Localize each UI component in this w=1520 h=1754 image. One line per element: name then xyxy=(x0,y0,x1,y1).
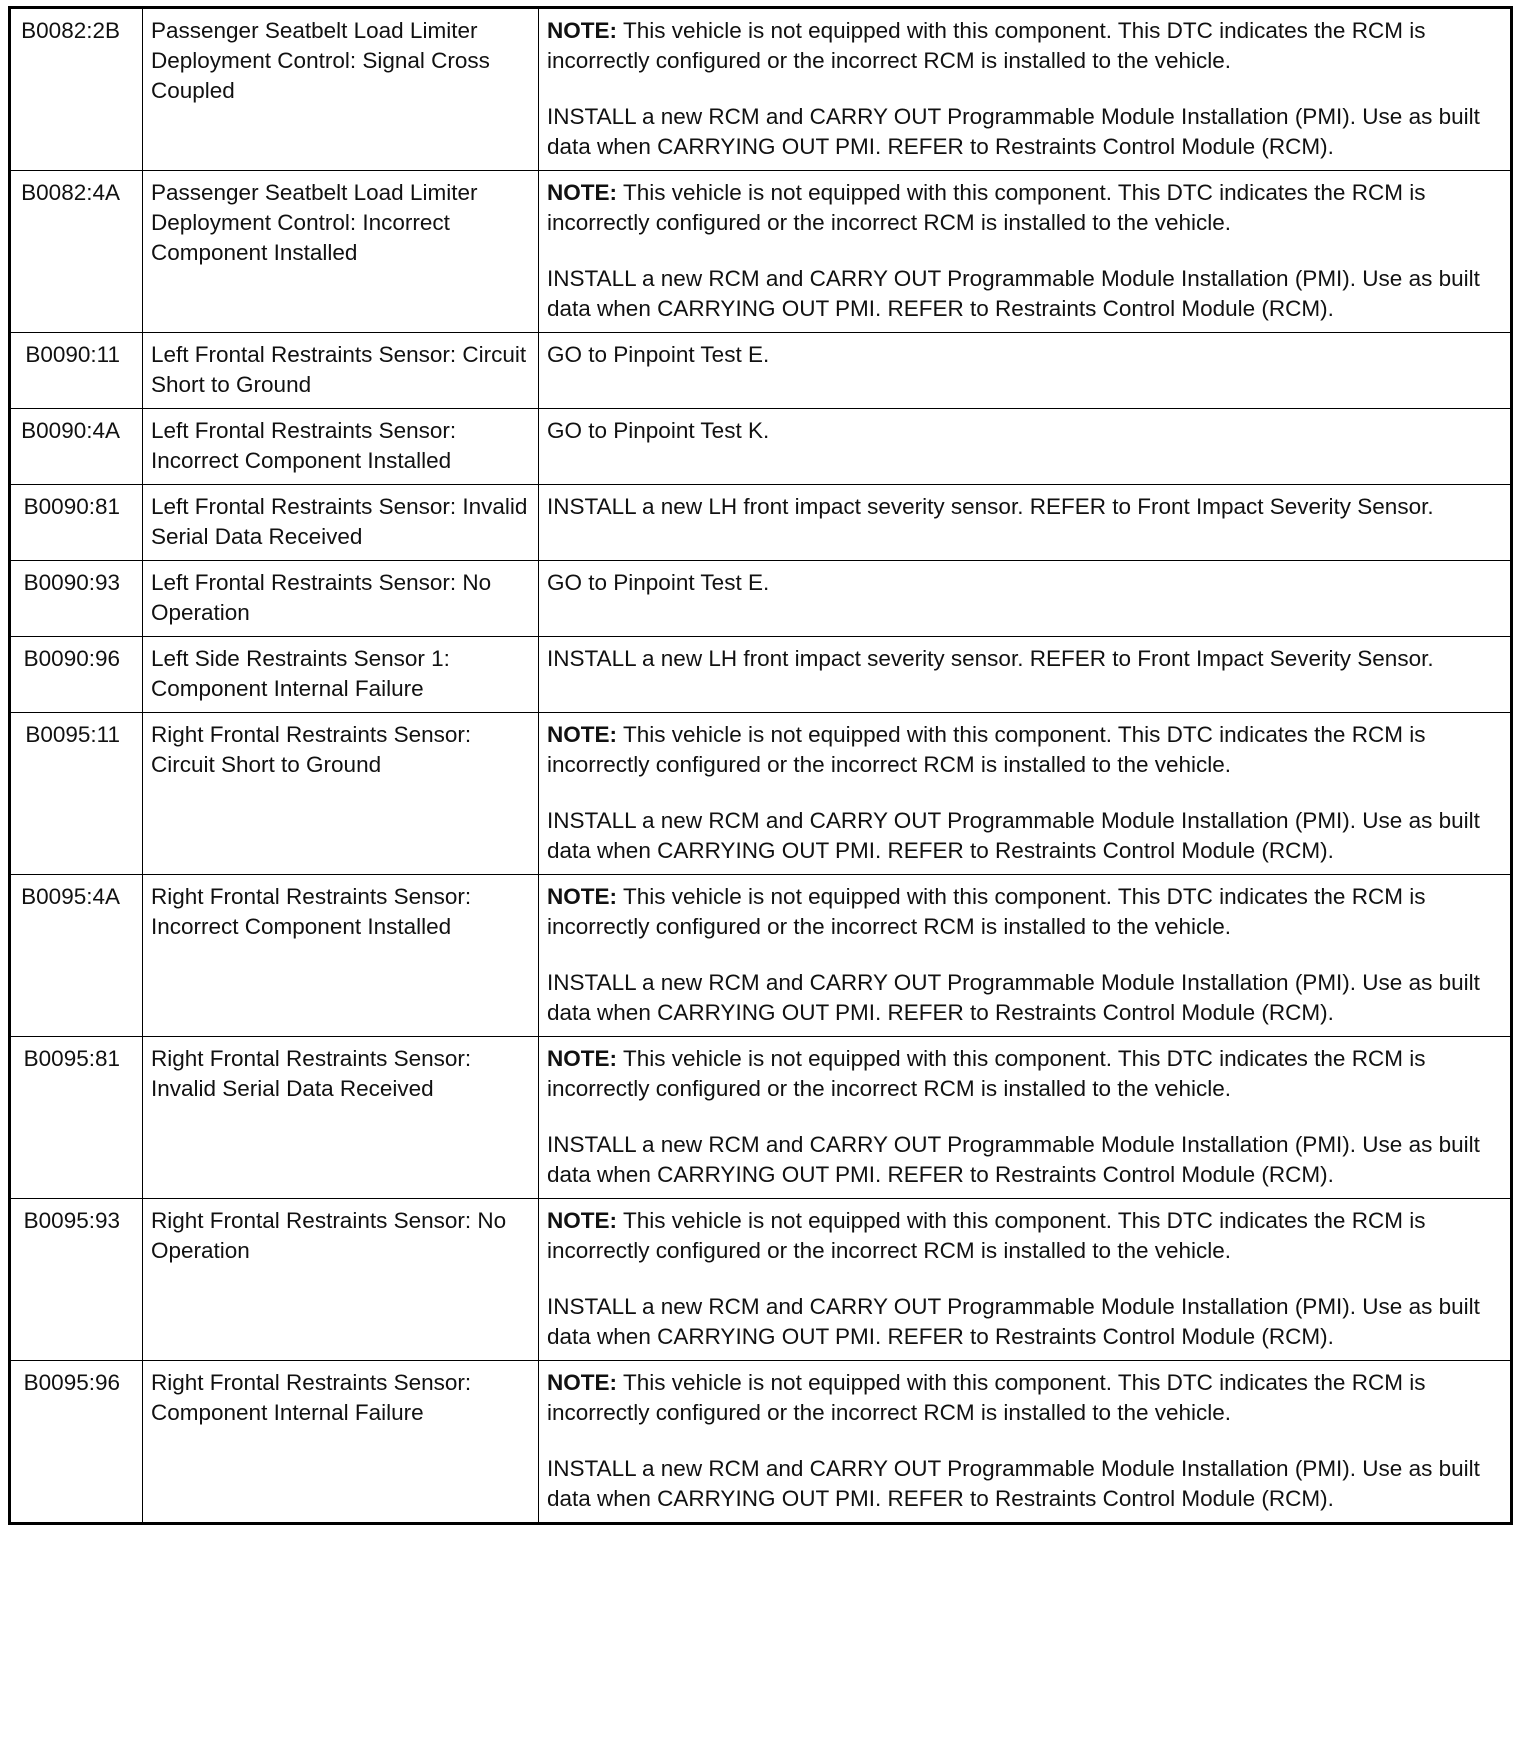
note-label: NOTE: xyxy=(547,180,617,205)
note-label: NOTE: xyxy=(547,1370,617,1395)
note-text: This vehicle is not equipped with this component. This DTC indicates the RCM is incorrectly configured or the incorrect RCM is installed to the vehicle. xyxy=(547,722,1426,777)
action-text: INSTALL a new RCM and CARRY OUT Programmable Module Installation (PMI). Use as built data when CARRYING OUT PMI. REFER to Restraints Control Module (RCM). xyxy=(547,970,1480,1025)
dtc-description: Passenger Seatbelt Load Limiter Deployment Control: Incorrect Component Installed xyxy=(143,171,539,333)
dtc-code: B0095:11 xyxy=(10,713,143,875)
table-row xyxy=(10,409,1512,485)
dtc-description: Left Side Restraints Sensor 1: Component Internal Failure xyxy=(143,637,539,713)
dtc-description: Right Frontal Restraints Sensor: No Operation xyxy=(143,1199,539,1361)
table-row xyxy=(10,8,1512,171)
dtc-code: B0090:11 xyxy=(10,333,143,409)
note-label: NOTE: xyxy=(547,1208,617,1233)
dtc-table xyxy=(8,6,1513,1525)
note-label: NOTE: xyxy=(547,1046,617,1071)
dtc-code: B0090:81 xyxy=(10,485,143,561)
dtc-action-cell xyxy=(539,875,1512,1037)
table-row xyxy=(10,1199,1512,1361)
dtc-description: Left Frontal Restraints Sensor: Invalid Serial Data Received xyxy=(143,485,539,561)
table-row xyxy=(10,713,1512,875)
table-row xyxy=(10,171,1512,333)
note-text: This vehicle is not equipped with this component. This DTC indicates the RCM is incorrectly configured or the incorrect RCM is installed to the vehicle. xyxy=(547,1208,1426,1263)
table-row xyxy=(10,561,1512,637)
note-text: This vehicle is not equipped with this component. This DTC indicates the RCM is incorrectly configured or the incorrect RCM is installed to the vehicle. xyxy=(547,1046,1426,1101)
dtc-description: Passenger Seatbelt Load Limiter Deployment Control: Signal Cross Coupled xyxy=(143,8,539,171)
action-text: INSTALL a new LH front impact severity sensor. REFER to Front Impact Severity Sensor. xyxy=(547,494,1434,519)
action-text: INSTALL a new RCM and CARRY OUT Programmable Module Installation (PMI). Use as built data when CARRYING OUT PMI. REFER to Restraints Control Module (RCM). xyxy=(547,1456,1480,1511)
dtc-code: B0095:96 xyxy=(10,1361,143,1524)
dtc-code: B0095:81 xyxy=(10,1037,143,1199)
table-row xyxy=(10,1361,1512,1524)
dtc-action-cell xyxy=(539,333,1512,409)
action-text: GO to Pinpoint Test E. xyxy=(547,342,770,367)
dtc-code: B0082:2B xyxy=(10,8,143,171)
note-paragraph xyxy=(547,882,1502,942)
dtc-action-cell xyxy=(539,485,1512,561)
dtc-description: Left Frontal Restraints Sensor: No Operation xyxy=(143,561,539,637)
action-text: INSTALL a new RCM and CARRY OUT Programmable Module Installation (PMI). Use as built data when CARRYING OUT PMI. REFER to Restraints Control Module (RCM). xyxy=(547,1294,1480,1349)
action-text: INSTALL a new RCM and CARRY OUT Programmable Module Installation (PMI). Use as built data when CARRYING OUT PMI. REFER to Restraints Control Module (RCM). xyxy=(547,808,1480,863)
table-row xyxy=(10,637,1512,713)
dtc-action-cell xyxy=(539,171,1512,333)
dtc-description: Right Frontal Restraints Sensor: Component Internal Failure xyxy=(143,1361,539,1524)
note-paragraph xyxy=(547,1206,1502,1266)
table-row xyxy=(10,333,1512,409)
action-text: GO to Pinpoint Test E. xyxy=(547,570,770,595)
dtc-action-cell xyxy=(539,1199,1512,1361)
note-text: This vehicle is not equipped with this component. This DTC indicates the RCM is incorrectly configured or the incorrect RCM is installed to the vehicle. xyxy=(547,18,1426,73)
action-text: INSTALL a new RCM and CARRY OUT Programmable Module Installation (PMI). Use as built data when CARRYING OUT PMI. REFER to Restraints Control Module (RCM). xyxy=(547,266,1480,321)
dtc-code: B0082:4A xyxy=(10,171,143,333)
table-row xyxy=(10,875,1512,1037)
dtc-code: B0090:93 xyxy=(10,561,143,637)
dtc-description: Left Frontal Restraints Sensor: Incorrect Component Installed xyxy=(143,409,539,485)
dtc-action-cell xyxy=(539,1037,1512,1199)
note-paragraph xyxy=(547,1368,1502,1428)
dtc-code: B0090:96 xyxy=(10,637,143,713)
action-text: INSTALL a new LH front impact severity sensor. REFER to Front Impact Severity Sensor. xyxy=(547,646,1434,671)
dtc-description: Right Frontal Restraints Sensor: Invalid Serial Data Received xyxy=(143,1037,539,1199)
dtc-action-cell xyxy=(539,561,1512,637)
dtc-action-cell xyxy=(539,8,1512,171)
note-label: NOTE: xyxy=(547,18,617,43)
table-row xyxy=(10,1037,1512,1199)
note-paragraph xyxy=(547,1044,1502,1104)
dtc-code: B0095:4A xyxy=(10,875,143,1037)
table-row xyxy=(10,485,1512,561)
action-text: GO to Pinpoint Test K. xyxy=(547,418,770,443)
dtc-action-cell xyxy=(539,637,1512,713)
note-paragraph xyxy=(547,178,1502,238)
dtc-action-cell xyxy=(539,713,1512,875)
action-text: INSTALL a new RCM and CARRY OUT Programmable Module Installation (PMI). Use as built data when CARRYING OUT PMI. REFER to Restraints Control Module (RCM). xyxy=(547,1132,1480,1187)
note-text: This vehicle is not equipped with this component. This DTC indicates the RCM is incorrectly configured or the incorrect RCM is installed to the vehicle. xyxy=(547,180,1426,235)
dtc-action-cell xyxy=(539,409,1512,485)
dtc-description: Right Frontal Restraints Sensor: Incorrect Component Installed xyxy=(143,875,539,1037)
dtc-description: Left Frontal Restraints Sensor: Circuit Short to Ground xyxy=(143,333,539,409)
note-paragraph xyxy=(547,16,1502,76)
dtc-description: Right Frontal Restraints Sensor: Circuit Short to Ground xyxy=(143,713,539,875)
dtc-action-cell xyxy=(539,1361,1512,1524)
note-paragraph xyxy=(547,720,1502,780)
note-label: NOTE: xyxy=(547,722,617,747)
note-label: NOTE: xyxy=(547,884,617,909)
dtc-code: B0095:93 xyxy=(10,1199,143,1361)
dtc-code: B0090:4A xyxy=(10,409,143,485)
action-text: INSTALL a new RCM and CARRY OUT Programmable Module Installation (PMI). Use as built data when CARRYING OUT PMI. REFER to Restraints Control Module (RCM). xyxy=(547,104,1480,159)
note-text: This vehicle is not equipped with this component. This DTC indicates the RCM is incorrectly configured or the incorrect RCM is installed to the vehicle. xyxy=(547,884,1426,939)
note-text: This vehicle is not equipped with this component. This DTC indicates the RCM is incorrectly configured or the incorrect RCM is installed to the vehicle. xyxy=(547,1370,1426,1425)
